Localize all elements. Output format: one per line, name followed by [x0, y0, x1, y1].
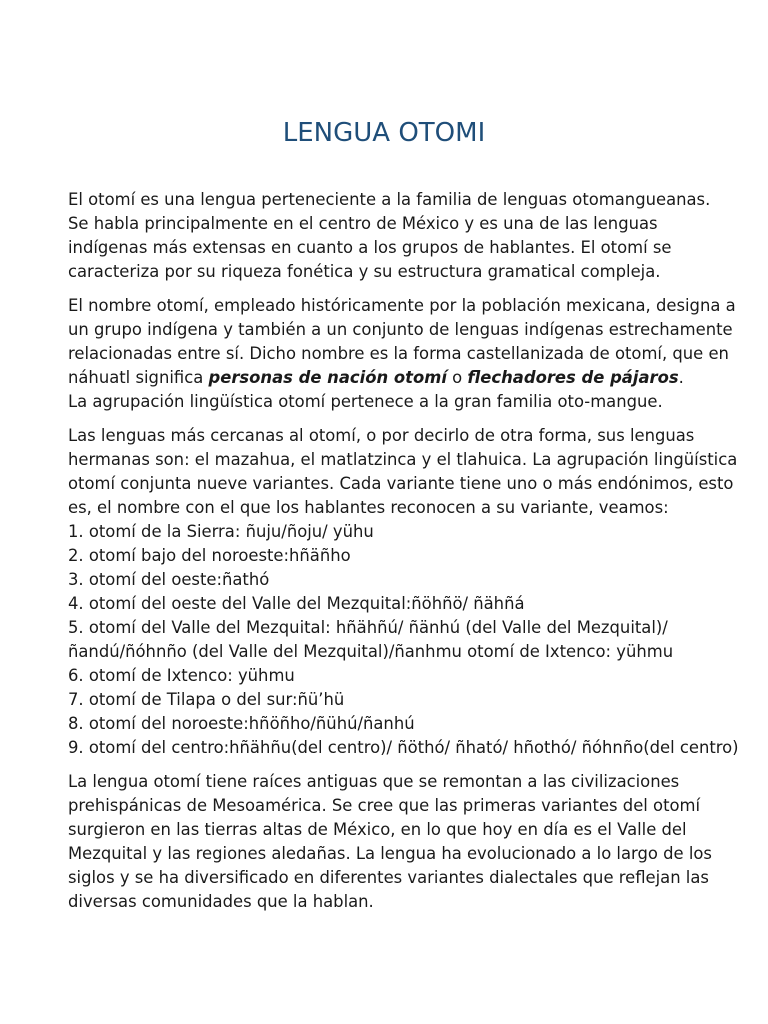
paragraph-line: La lengua otomí tiene raíces antiguas que se remontan a las civilizaciones	[68, 772, 680, 791]
paragraph-line: indígenas más extensas en cuanto a los grupos de hablantes. El otomí se	[68, 238, 672, 257]
variant-item: 3. otomí del oeste:ñathó	[68, 570, 270, 589]
variant-item: 9. otomí del centro:hñähñu(del centro)/ ñöthó/ ñható/ hñothó/ ñóhnño(del centro)	[68, 738, 739, 757]
variant-item: ñandú/ñóhnño (del Valle del Mezquital)/ñanhmu otomí de Ixtenco: yühmu	[68, 642, 674, 661]
paragraph-line: Se habla principalmente en el centro de México y es una de las lenguas	[68, 214, 658, 233]
paragraph-line: siglos y se ha diversificado en diferentes variantes dialectales que reflejan las	[68, 868, 709, 887]
paragraph-line: La agrupación lingüística otomí pertenece a la gran familia oto-mangue.	[68, 392, 663, 411]
paragraph-name-origin	[68, 294, 736, 414]
variant-item: 6. otomí de Ixtenco: yühmu	[68, 666, 295, 685]
paragraph-line: hermanas son: el mazahua, el matlatzinca y el tlahuica. La agrupación lingüística	[68, 450, 738, 469]
variant-item: 1. otomí de la Sierra: ñuju/ñoju/ yühu	[68, 522, 374, 541]
emphasis-flechadores: flechadores de pájaros	[467, 368, 679, 387]
paragraph-line: caracteriza por su riqueza fonética y su estructura gramatical compleja.	[68, 262, 661, 281]
paragraph-history	[68, 770, 718, 914]
paragraph-line: El otomí es una lengua perteneciente a la familia de lenguas otomangueanas.	[68, 190, 711, 209]
paragraph-line: un grupo indígena y también a un conjunto de lenguas indígenas estrechamente	[68, 320, 733, 339]
emphasis-personas: personas de nación otomí	[208, 368, 447, 387]
line-suffix: .	[678, 368, 684, 387]
paragraph-line: es, el nombre con el que los hablantes reconocen a su variante, veamos:	[68, 498, 669, 517]
paragraph-line: surgieron en las tierras altas de México, en lo que hoy en día es el Valle del	[68, 820, 687, 839]
paragraph-line-with-emphasis	[68, 366, 718, 390]
paragraph-line: El nombre otomí, empleado históricamente por la población mexicana, designa a	[68, 296, 736, 315]
paragraph-line: relacionadas entre sí. Dicho nombre es la forma castellanizada de otomí, que en	[68, 344, 729, 363]
variant-item: 2. otomí bajo del noroeste:hñäñho	[68, 546, 351, 565]
variant-item: 8. otomí del noroeste:hñöñho/ñühú/ñanhú	[68, 714, 415, 733]
variant-item: 4. otomí del oeste del Valle del Mezquital:ñöhñö/ ñähñá	[68, 594, 525, 613]
document-body	[68, 188, 739, 924]
variant-item: 5. otomí del Valle del Mezquital: hñähñú/ ñänhú (del Valle del Mezquital)/	[68, 618, 668, 637]
variant-item: 7. otomí de Tilapa o del sur:ñü’hü	[68, 690, 345, 709]
paragraph-line: diversas comunidades que la hablan.	[68, 892, 374, 911]
paragraph-line: otomí conjunta nueve variantes. Cada variante tiene uno o más endónimos, esto	[68, 474, 734, 493]
paragraph-line: Mezquital y las regiones aledañas. La lengua ha evolucionado a lo largo de los	[68, 844, 712, 863]
paragraph-line: prehispánicas de Mesoamérica. Se cree que las primeras variantes del otomí	[68, 796, 701, 815]
line-prefix: náhuatl significa	[68, 368, 209, 387]
document-title: LENGUA OTOMI	[282, 118, 486, 148]
connector-text: o	[446, 368, 468, 387]
paragraph-variants	[68, 424, 739, 760]
paragraph-line: Las lenguas más cercanas al otomí, o por decirlo de otra forma, sus lenguas	[68, 426, 695, 445]
paragraph-intro	[68, 188, 718, 284]
